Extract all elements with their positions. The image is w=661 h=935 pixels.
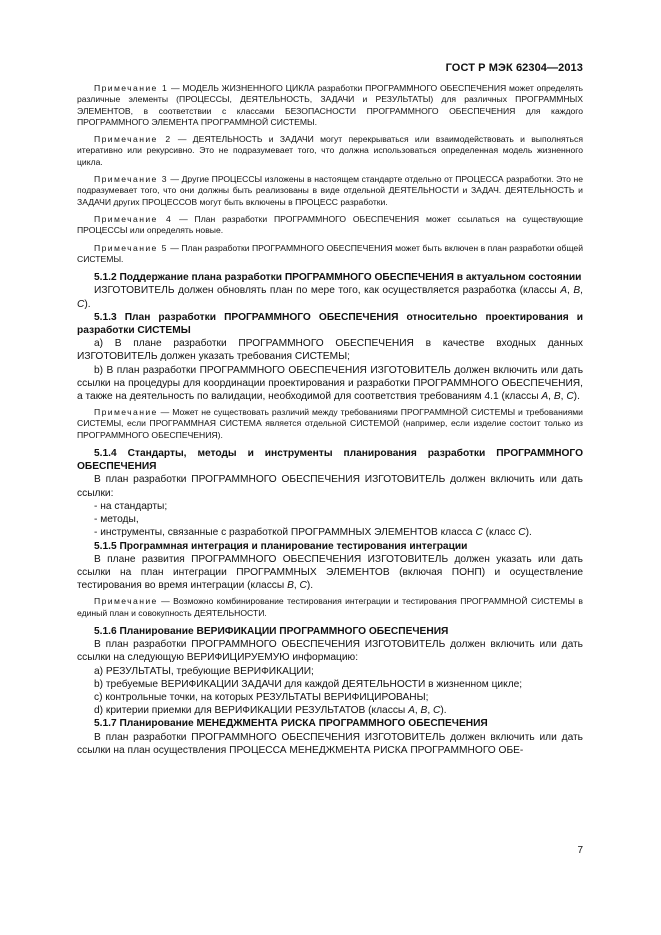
- section-5-1-3-item-a: a) В плане разработки ПРОГРАММНОГО ОБЕСПЕЧЕНИЯ в качестве входных данных ИЗГОТОВИТЕЛЬ должен указать требования СИСТЕМЫ;: [77, 338, 583, 363]
- note-label: Примечание 2: [94, 134, 172, 145]
- note-text: — План разработки ПРОГРАММНОГО ОБЕСПЕЧЕНИЯ может ссылаться на существующие ПРОЦЕССЫ или определять новые.: [77, 213, 583, 236]
- note-3: [77, 174, 583, 208]
- note-label: Примечание 4: [94, 213, 173, 224]
- page-content: [77, 83, 583, 757]
- section-5-1-6-intro: В план разработки ПРОГРАММНОГО ОБЕСПЕЧЕНИЯ ИЗГОТОВИТЕЛЬ должен включить или дать ссылки на следующую ВЕРИФИЦИРУЕМУЮ информацию:: [77, 639, 583, 664]
- section-5-1-7-heading: 5.1.7 Планирование МЕНЕДЖМЕНТА РИСКА ПРОГРАММНОГО ОБЕСПЕЧЕНИЯ: [94, 718, 488, 730]
- section-5-1-6-heading: 5.1.6 Планирование ВЕРИФИКАЦИИ ПРОГРАММНОГО ОБЕСПЕЧЕНИЯ: [94, 625, 449, 637]
- page-number: 7: [577, 845, 583, 856]
- section-5-1-4-intro: В план разработки ПРОГРАММНОГО ОБЕСПЕЧЕНИЯ ИЗГОТОВИТЕЛЬ должен включить или дать ссылки:: [77, 474, 583, 499]
- note-text: — Может не существовать различий между требованиями ПРОГРАММНОЙ СИСТЕМЫ и требованиями СИСТЕМЫ, если ПРОГРАММНАЯ СИСТЕМА является отдельной СИСТЕМОЙ (например, если изделие состоит только из ПРОГРАММНОГО ОБЕСПЕЧЕНИЯ).: [77, 407, 583, 440]
- note-label: Примечание 3: [94, 174, 168, 185]
- section-5-1-5-note: [77, 596, 583, 619]
- note-text: — ДЕЯТЕЛЬНОСТЬ и ЗАДАЧИ могут перекрываться или взаимодействовать и выполняться итеративно или рекурсивно. Это не подразумевает того, что должна использоваться определенная модель жизненного цикла.: [77, 134, 583, 167]
- section-5-1-4-heading: 5.1.4 Стандарты, методы и инструменты планирования разработки ПРОГРАММНОГО ОБЕСПЕЧЕНИЯ: [77, 448, 583, 473]
- section-5-1-2-heading: 5.1.2 Поддержание плана разработки ПРОГРАММНОГО ОБЕСПЕЧЕНИЯ в актуальном состоянии: [94, 272, 582, 284]
- list-item: - на стандарты;: [94, 500, 168, 512]
- section-5-1-5-text: В плане развития ПРОГРАММНОГО ОБЕСПЕЧЕНИЯ ИЗГОТОВИТЕЛЬ должен указать или дать ссылки на план интеграции ПРОГРАММНЫХ ЭЛЕМЕНТОВ (включая ПОНП) и осуществление тестирования во время интеграции (классы В, С).: [77, 553, 583, 592]
- list-item: a) РЕЗУЛЬТАТЫ, требующие ВЕРИФИКАЦИИ;: [94, 665, 314, 677]
- list-item: d) критерии приемки для ВЕРИФИКАЦИИ РЕЗУЛЬТАТОВ (классы А, В, С).: [94, 705, 447, 717]
- section-5-1-7-text: В план разработки ПРОГРАММНОГО ОБЕСПЕЧЕНИЯ ИЗГОТОВИТЕЛЬ должен включить или дать ссылки на план осуществления ПРОЦЕССА МЕНЕДЖМЕНТА РИСКА ПРОГРАММНОГО ОБЕ-: [77, 731, 583, 756]
- note-label: Примечание 5: [94, 242, 168, 253]
- document-id: ГОСТ Р МЭК 62304—2013: [445, 62, 583, 74]
- note-1: [77, 83, 583, 128]
- note-label: Примечание: [94, 596, 158, 607]
- section-5-1-3-heading: 5.1.3 План разработки ПРОГРАММНОГО ОБЕСПЕЧЕНИЯ относительно проектирования и разработки СИСТЕМЫ: [77, 311, 583, 336]
- note-4: [77, 214, 583, 237]
- note-label: Примечание 1: [94, 83, 169, 93]
- list-item: b) требуемые ВЕРИФИКАЦИИ ЗАДАЧИ для каждой ДЕЯТЕЛЬНОСТИ в жизненном цикле;: [94, 678, 523, 690]
- note-text: — МОДЕЛЬ ЖИЗНЕННОГО ЦИКЛА разработки ПРОГРАММНОГО ОБЕСПЕЧЕНИЯ может определять различные элементы (ПРОЦЕССЫ, ДЕЯТЕЛЬНОСТЬ, ЗАДАЧИ и РЕЗУЛЬТАТЫ) для различных ПРОГРАММНЫХ ЭЛЕМЕНТОВ, в соответствии с классами БЕЗОПАСНОСТИ ПРОГРАММНОГО ОБЕСПЕЧЕНИЯ для каждого ПРОГРАММНОГО ЭЛЕМЕНТА ПРОГРАММНОЙ СИСТЕМЫ.: [77, 83, 583, 127]
- note-2: [77, 134, 583, 168]
- note-text: — План разработки ПРОГРАММНОГО ОБЕСПЕЧЕНИЯ может быть включен в план разработки общей СИСТЕМЫ.: [77, 242, 584, 264]
- note-5: [77, 243, 583, 266]
- note-text: — Возможно комбинирование тестирования интеграции и тестирования ПРОГРАММНОЙ СИСТЕМЫ в единый план и совокупность ДЕЯТЕЛЬНОСТИ.: [77, 596, 583, 618]
- section-5-1-3-item-b: b) В план разработки ПРОГРАММНОГО ОБЕСПЕЧЕНИЯ ИЗГОТОВИТЕЛЬ должен включить или дать ссылки на процедуры для координации проектирования и разработки ПРОГРАММНОГО ОБЕСПЕЧЕНИЯ, а также на деятельность по валидации, необходимой для соответствия требованиям 4.1 (классы А, В, С).: [77, 364, 583, 402]
- section-5-1-2-text: ИЗГОТОВИТЕЛЬ должен обновлять план по мере того, как осуществляется разработка (классы А, В, С).: [77, 285, 583, 310]
- note-text: — Другие ПРОЦЕССЫ изложены в настоящем стандарте отдельно от ПРОЦЕССА разработки. Это не подразумевает того, что они должны быть реализованы в виде отдельной ДЕЯТЕЛЬНОСТИ и ЗАДАЧ. ДЕЯТЕЛЬНОСТЬ и ЗАДАЧИ других ПРОЦЕССОВ могут быть включены в ПРОЦЕСС разработки.: [77, 174, 583, 207]
- list-item: - инструменты, связанные с разработкой ПРОГРАММНЫХ ЭЛЕМЕНТОВ класса С (класс С).: [94, 527, 532, 539]
- section-5-1-3-note: [77, 407, 583, 441]
- note-label: Примечание: [94, 407, 158, 418]
- list-item: - методы,: [94, 514, 139, 526]
- section-5-1-5-heading: 5.1.5 Программная интеграция и планирование тестирования интеграции: [94, 540, 468, 552]
- list-item: c) контрольные точки, на которых РЕЗУЛЬТАТЫ ВЕРИФИЦИРОВАНЫ;: [94, 691, 429, 703]
